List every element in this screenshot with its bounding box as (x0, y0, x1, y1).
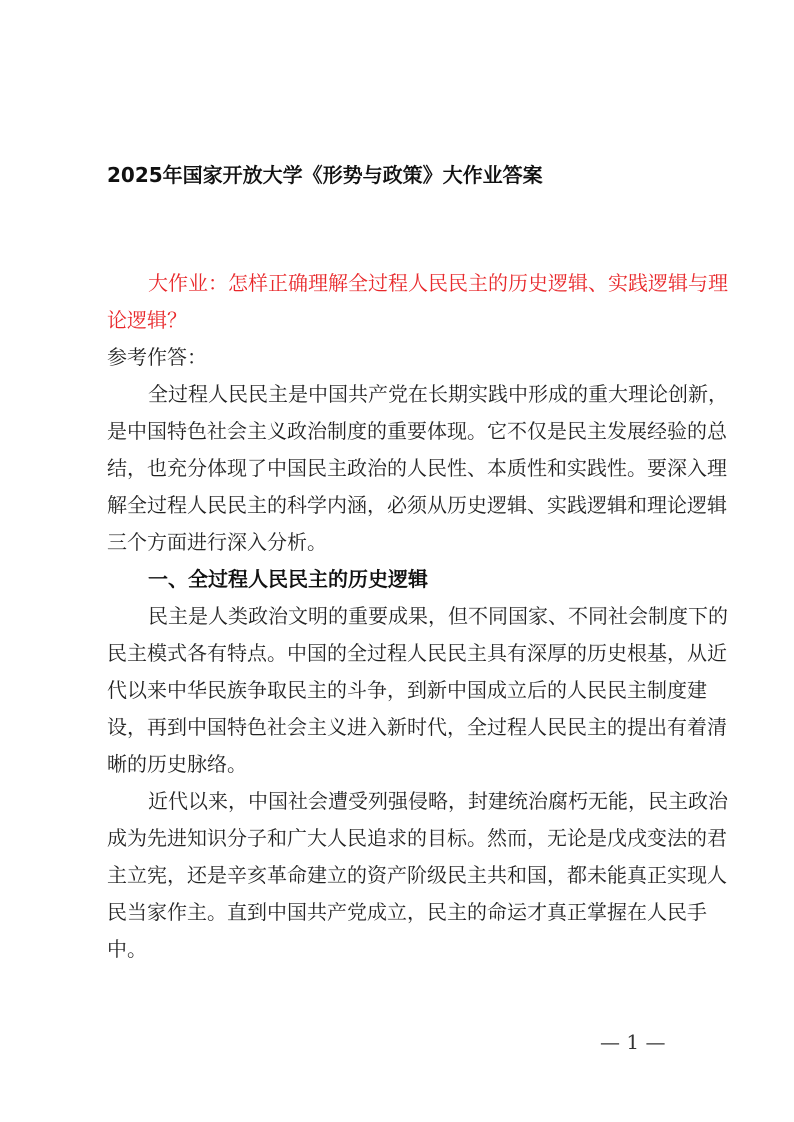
paragraph-line: 中。 (107, 937, 147, 961)
paragraph-line: 近代以来，中国社会遭受列强侵略，封建统治腐朽无能，民主政治 (148, 789, 728, 813)
intro-line: 三个方面进行深入分析。 (107, 530, 327, 554)
paragraph-line: 设，再到中国特色社会主义进入新时代，全过程人民民主的提出有着清 (107, 715, 727, 739)
paragraph-line: 成为先进知识分子和广大人民追求的目标。然而，无论是戊戌变法的君 (107, 826, 727, 850)
paragraph-line: 民主是人类政治文明的重要成果，但不同国家、不同社会制度下的 (148, 604, 728, 628)
paragraph-line: 代以来中华民族争取民主的斗争，到新中国成立后的人民民主制度建 (107, 678, 707, 702)
assignment-question-line: 论逻辑？ (107, 308, 187, 332)
section-heading: 一、全过程人民民主的历史逻辑 (148, 567, 428, 591)
answer-label: 参考作答： (107, 345, 207, 369)
intro-line: 结，也充分体现了中国民主政治的人民性、本质性和实践性。要深入理 (107, 456, 727, 480)
paragraph-line: 晰的历史脉络。 (107, 752, 247, 776)
assignment-question-line: 大作业：怎样正确理解全过程人民民主的历史逻辑、实践逻辑与理 (148, 271, 728, 295)
intro-line: 是中国特色社会主义政治制度的重要体现。它不仅是民主发展经验的总 (107, 419, 727, 443)
paragraph-line: 民当家作主。直到中国共产党成立，民主的命运才真正掌握在人民手 (107, 900, 707, 924)
paragraph-line: 主立宪，还是辛亥革命建立的资产阶级民主共和国，都未能真正实现人 (107, 863, 727, 887)
intro-line: 全过程人民民主是中国共产党在长期实践中形成的重大理论创新， (148, 382, 728, 406)
intro-line: 解全过程人民民主的科学内涵，必须从历史逻辑、实践逻辑和理论逻辑 (107, 493, 727, 517)
page-number: — 1 — (600, 1030, 666, 1054)
document-title: 2025年国家开放大学《形势与政策》大作业答案 (107, 163, 543, 187)
paragraph-line: 民主模式各有特点。中国的全过程人民民主具有深厚的历史根基，从近 (107, 641, 727, 665)
